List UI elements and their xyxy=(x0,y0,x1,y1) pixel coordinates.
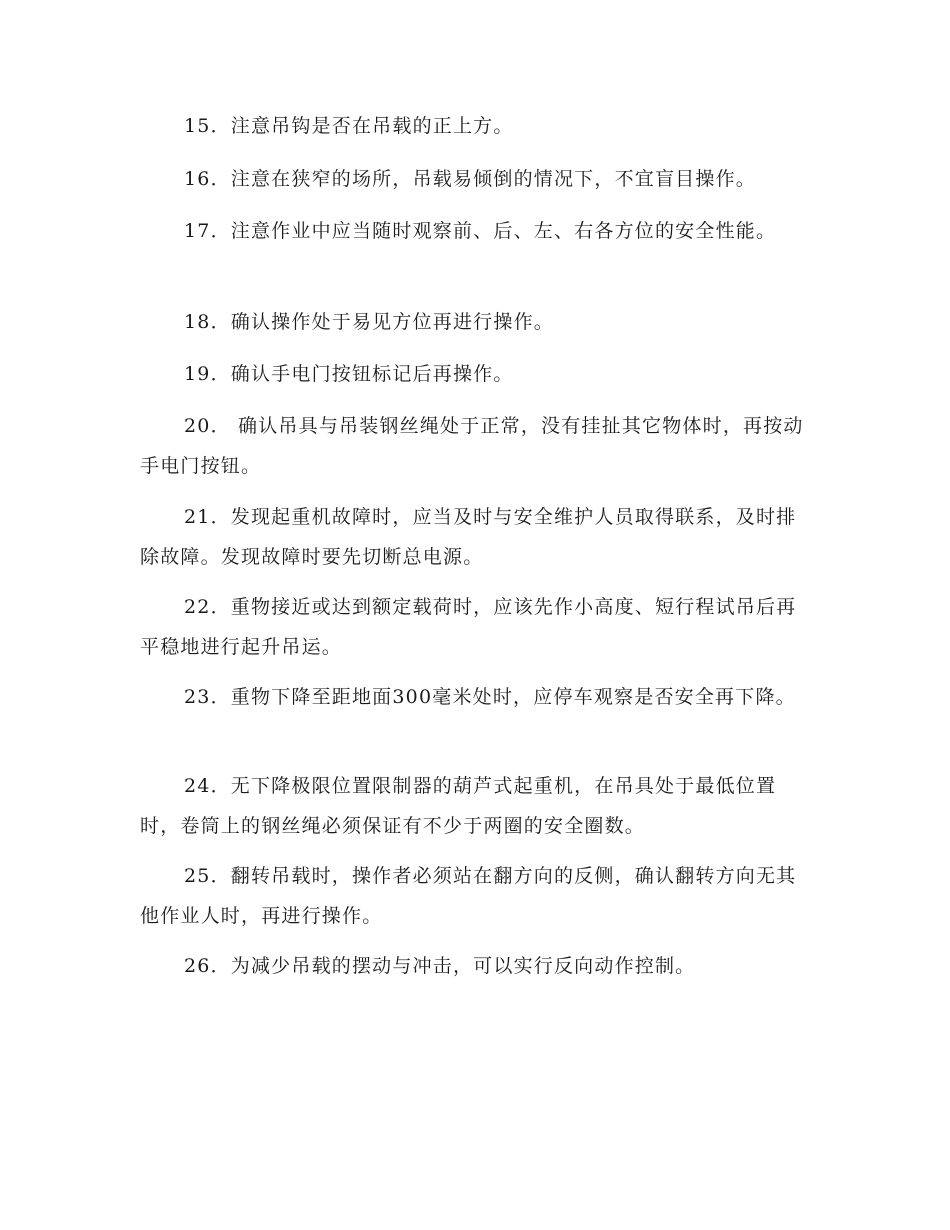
list-item: 20． 确认吊具与吊装钢丝绳处于正常，没有挂扯其它物体时，再按动手电门按钮。 xyxy=(140,415,804,477)
list-item: 26．为减少吊载的摆动与冲击，可以实行反向动作控制。 xyxy=(184,955,696,977)
list-item: 22．重物接近或达到额定载荷时，应该先作小高度、短行程试吊后再平稳地进行起升吊运。 xyxy=(140,596,797,658)
list-item: 16．注意在狭窄的场所，吊载易倾倒的情况下，不宜盲目操作。 xyxy=(184,168,756,190)
list-item: 15．注意吊钩是否在吊载的正上方。 xyxy=(184,115,514,137)
list-item: 17．注意作业中应当随时观察前、后、左、右各方位的安全性能。 xyxy=(184,220,777,242)
list-item: 18．确认操作处于易见方位再进行操作。 xyxy=(184,311,554,333)
list-item: 23．重物下降至距地面300毫米处时，应停车观察是否安全再下降。 xyxy=(184,686,796,708)
list-item: 21．发现起重机故障时，应当及时与安全维护人员取得联系，及时排除故障。发现故障时要先切断总电源。 xyxy=(140,506,797,568)
list-item: 25．翻转吊载时，操作者必须站在翻方向的反侧，确认翻转方向无其他作业人时，再进行操作。 xyxy=(140,865,797,927)
list-item: 19．确认手电门按钮标记后再操作。 xyxy=(184,363,514,385)
list-item: 24．无下降极限位置限制器的葫芦式起重机，在吊具处于最低位置时，卷筒上的钢丝绳必须保证有不少于两圈的安全圈数。 xyxy=(140,775,777,837)
